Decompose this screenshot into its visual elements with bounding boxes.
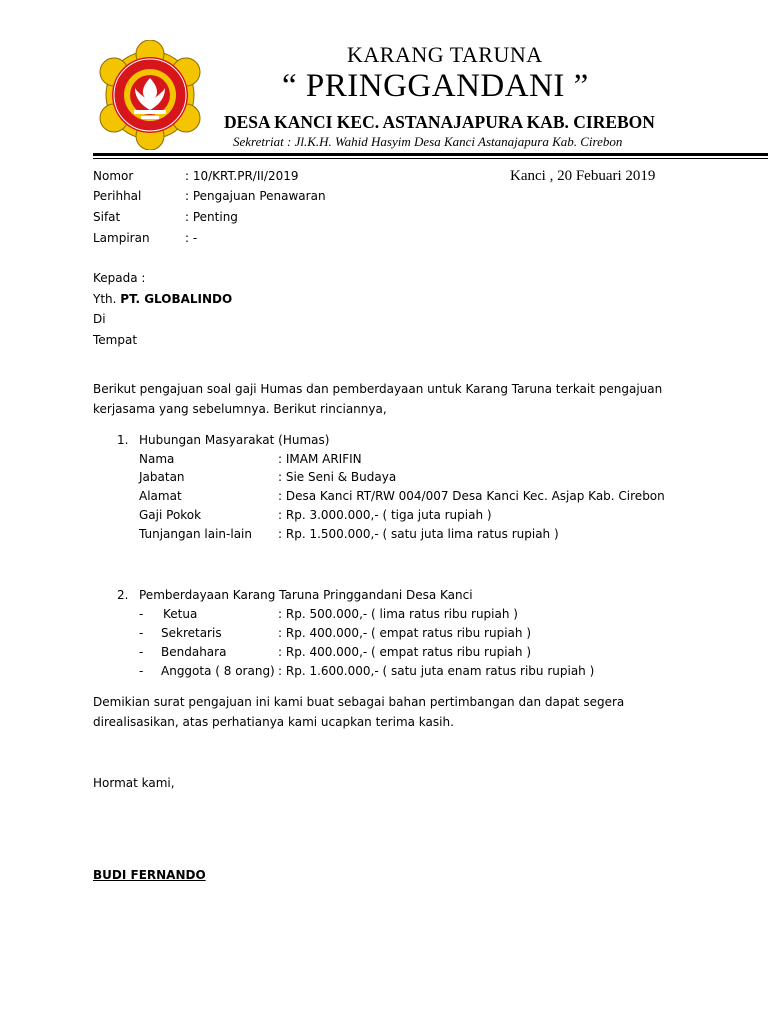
section2-row-label: Ketua — [163, 607, 198, 621]
section1-row-label: Jabatan — [139, 470, 185, 484]
kepada-label: Kepada : — [93, 271, 146, 285]
intro-line-2: kerjasama yang sebelumnya. Berikut rinciannya, — [93, 402, 387, 416]
lampiran-label: Lampiran — [93, 231, 150, 245]
section1-row-label: Tunjangan lain-lain — [139, 527, 252, 541]
lampiran-value: : - — [185, 231, 198, 245]
section1-title: Hubungan Masyarakat (Humas) — [139, 433, 330, 447]
section1-row-label: Gaji Pokok — [139, 508, 202, 522]
group-name: “ PRINGGANDANI ” — [282, 68, 589, 104]
section2-number: 2. — [117, 588, 129, 602]
intro-line-1: Berikut pengajuan soal gaji Humas dan pemberdayaan untuk Karang Taruna terkait pengajuan — [93, 382, 663, 396]
section2-row-value: : Rp. 400.000,- ( empat ratus ribu rupiah ) — [278, 645, 531, 659]
section2-row-label: Sekretaris — [161, 626, 222, 640]
section2-row-dash: - — [139, 645, 144, 659]
closing-line-1: Demikian surat pengajuan ini kami buat sebagai bahan pertimbangan dan dapat segera — [93, 695, 625, 709]
sifat-label: Sifat — [93, 210, 121, 224]
section1-row-value: : Rp. 3.000.000,- ( tiga juta rupiah ) — [278, 508, 492, 522]
regards-text: Hormat kami, — [93, 776, 175, 790]
logo — [93, 40, 207, 150]
section2-row-dash: - — [139, 607, 144, 621]
section1-row-value: : Desa Kanci RT/RW 004/007 Desa Kanci Kec. Asjap Kab. Cirebon — [278, 489, 665, 503]
nomor-label: Nomor — [93, 169, 134, 183]
org-name: KARANG TARUNA — [347, 42, 543, 67]
recipient-company: PT. GLOBALINDO — [120, 292, 233, 306]
signatory-name: BUDI FERNANDO — [93, 868, 206, 882]
section1-row-label: Nama — [139, 452, 175, 466]
karang-taruna-emblem-icon — [93, 40, 207, 150]
header-rule-thin — [93, 158, 768, 159]
closing-line-2: direalisasikan, atas perhatianya kami ucapkan terima kasih. — [93, 715, 454, 729]
sifat-value: : Penting — [185, 210, 238, 224]
tempat-label: Tempat — [93, 333, 138, 347]
perihal-label: Perihhal — [93, 189, 142, 203]
letter-date: Kanci , 20 Febuari 2019 — [510, 168, 656, 184]
section1-row-value: : IMAM ARIFIN — [278, 452, 362, 466]
di-label: Di — [93, 312, 106, 326]
section2-row-dash: - — [139, 664, 144, 678]
perihal-value: : Pengajuan Penawaran — [185, 189, 326, 203]
header-rule-thick — [93, 153, 768, 156]
nomor-value: : 10/KRT.PR/II/2019 — [185, 169, 299, 183]
region-line: DESA KANCI KEC. ASTANAJAPURA KAB. CIREBON — [224, 112, 655, 132]
section2-row-value: : Rp. 1.600.000,- ( satu juta enam ratus ribu rupiah ) — [278, 664, 595, 678]
section2-title: Pemberdayaan Karang Taruna Pringgandani Desa Kanci — [139, 588, 473, 602]
section1-number: 1. — [117, 433, 129, 447]
recipient-line — [93, 292, 232, 306]
section1-row-label: Alamat — [139, 489, 182, 503]
section1-row-value: : Sie Seni & Budaya — [278, 470, 397, 484]
section2-row-dash: - — [139, 626, 144, 640]
section2-row-label: Anggota ( 8 orang) — [161, 664, 275, 678]
section1-row-value: : Rp. 1.500.000,- ( satu juta lima ratus rupiah ) — [278, 527, 559, 541]
section2-row-value: : Rp. 500.000,- ( lima ratus ribu rupiah ) — [278, 607, 518, 621]
yth-label: Yth. — [93, 292, 117, 306]
section2-row-value: : Rp. 400.000,- ( empat ratus ribu rupiah ) — [278, 626, 531, 640]
secretariat-line: Sekretriat : Jl.K.H. Wahid Hasyim Desa Kanci Astanajapura Kab. Cirebon — [233, 134, 623, 149]
section2-row-label: Bendahara — [161, 645, 227, 659]
